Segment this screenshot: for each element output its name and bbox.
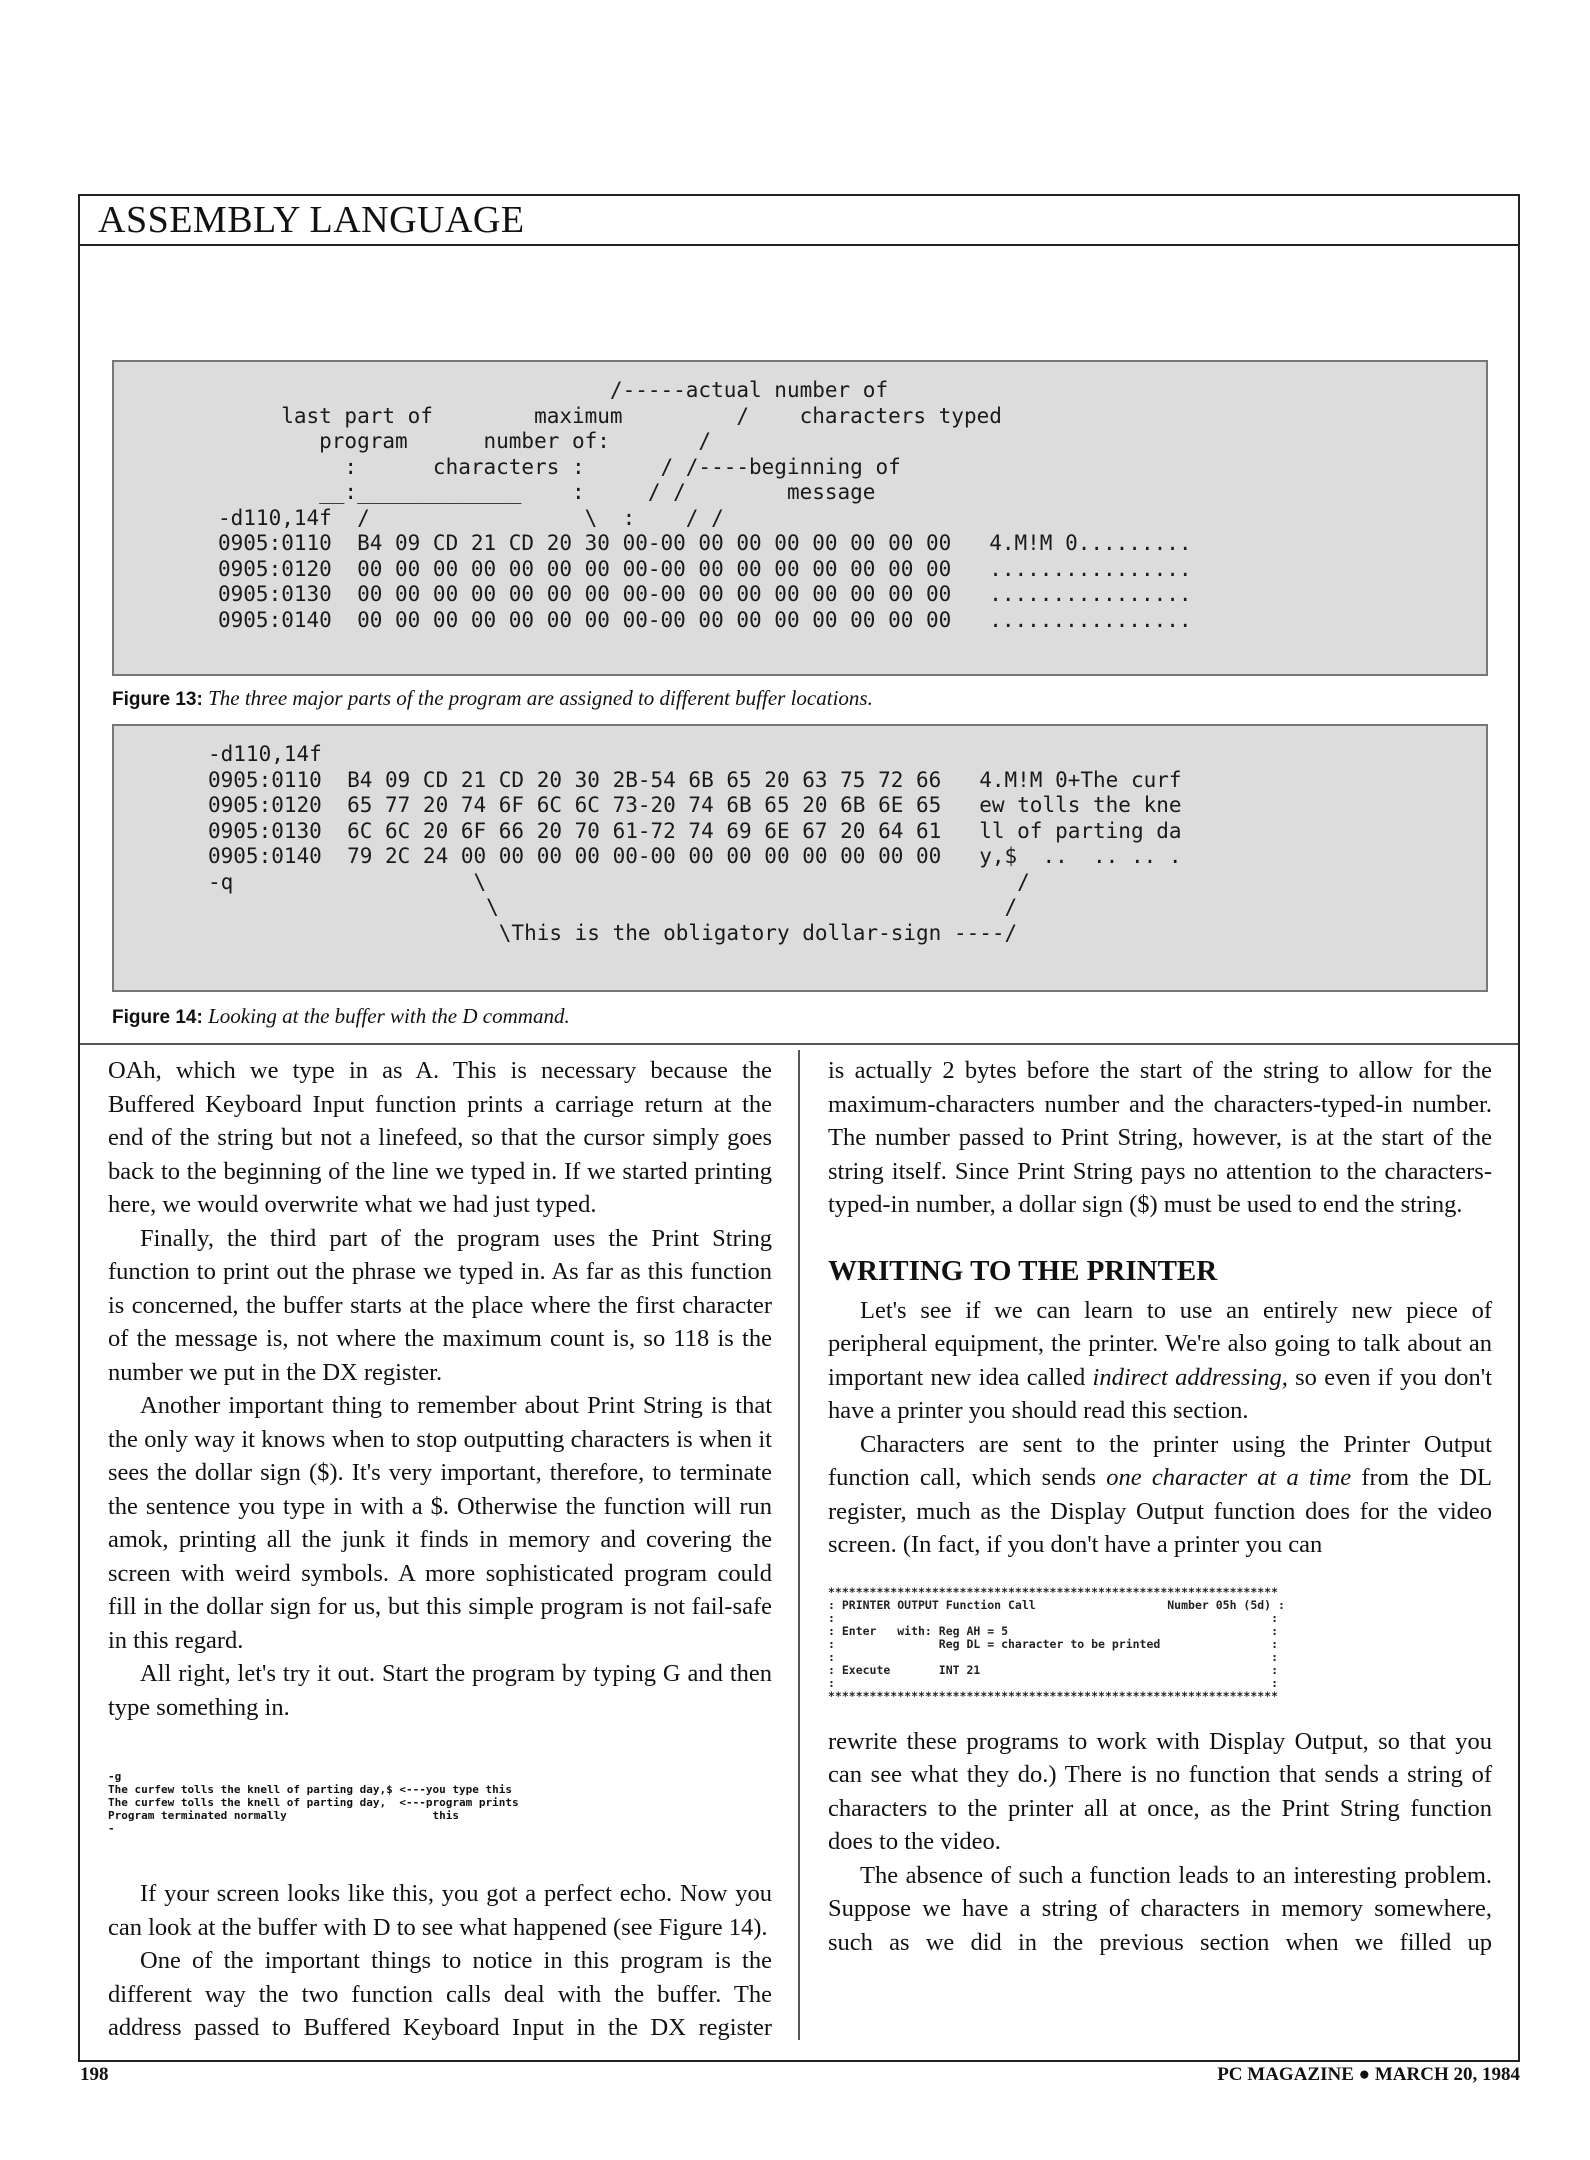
left-paragraph-2: Finally, the third part of the program uses the Print String function to print out the phrase we typed in. As far as this function is concerned, the buffer starts at the place where the first character of the message is, not where the maximum count is, so 118 is the number we put in the DX register. — [108, 1224, 772, 1386]
section-title: ASSEMBLY LANGUAGE — [98, 199, 525, 241]
right-paragraph-4: rewrite these programs to work with Display Output, so that you can see what they do.) There is no function that sends a string of characters to the printer all at once, as the Print String function does to the video. — [828, 1727, 1492, 1855]
right-paragraph-5: The absence of such a function leads to an interesting problem. Suppose we have a string of characters in memory somewhere, such as we did in the previous section when we filled up — [828, 1861, 1492, 1956]
figure-13-label: Figure 13: — [112, 689, 203, 710]
left-paragraph-6: One of the important things to notice in this program is the different way the two function calls deal with the buffer. The address passed to Buffered Keyboard Input in the DX register — [108, 1947, 772, 2041]
right-paragraph-2-text-end: so even if you don't have a printer you should read this section. — [828, 1363, 1493, 1424]
right-paragraph-2-text: Let's see if we can learn to use an entirely new piece of peripheral equipment, the printer. We're also going to talk about an important new idea called — [828, 1296, 1492, 1391]
figure-13-listing — [112, 360, 1488, 676]
screen-output-listing: -g The curfew tolls the knell of parting day,$ <---you type this The curfew tolls the knell of parting day, <---program prints Program terminated normally this - — [108, 1770, 519, 1835]
right-column — [828, 1054, 1492, 1959]
left-paragraph-4: All right, let's try it out. Start the program by typing G and then type something in. — [108, 1660, 772, 1721]
right-paragraph-3-text: Characters are sent to the printer using the Printer Output function call, which sends — [828, 1430, 1492, 1491]
page-number: 198 — [80, 2064, 109, 2085]
one-character-emphasis: one character at a time — [1106, 1464, 1352, 1491]
left-paragraph-1: OAh, which we type in as A. This is necessary because the Buffered Keyboard Input function prints a carriage return at the end of the string but not a linefeed, so that the cursor simply goes back to the beginning of the line we typed in. If we started printing here, we would overwrite what we had just typed. — [108, 1057, 772, 1218]
magazine-footer: PC MAGAZINE ● MARCH 20, 1984 — [1217, 2064, 1520, 2085]
figure-divider — [80, 1043, 1518, 1045]
left-paragraph-3: Another important thing to remember about Print String is that the only way it knows when to stop outputting characters is when it sees the dollar sign ($). It's very important, therefore, to terminate the sentence you type in with a $. Otherwise the function will run amok, printing all the junk it finds in memory and covering the screen with weird symbols. A more sophisticated program could fill in the dollar sign for us, but this simple program is not fail-safe in this regard. — [108, 1392, 772, 1654]
figure-14-caption — [112, 1004, 570, 1029]
printer-output-function-box: ***************************************************************** : PRINTER OUTPUT Function Call Number 05h (5d) : : : : Enter with: Reg AH = 5 : : Reg DL = character to be printed : : : : Execute INT 21 : : : ***************************************************************** — [828, 1584, 1285, 1703]
indirect-addressing-term: indirect addressing, — [1092, 1363, 1288, 1391]
figure-14-code: -d110,14f 0905:0110 B4 09 CD 21 CD 20 30 2B-54 6B 65 20 63 75 72 66 4.M!M 0+The curf 0905:0120 65 77 20 74 6F 6C 6C 73-20 74 6B 65 20 6B 6E 65 ew tolls the kne 0905:0130 6C 6C 20 6F 66 20 70 61-72 74 69 6E 67 20 64 61 ll of parting da 0905:0140 79 2C 24 00 00 00 00 00-00 00 00 00 00 00 00 00 y,$ .. .. .. . -q \ / \ / \This is the obligatory dollar-sign ----/ — [208, 742, 1182, 945]
figure-13-caption — [112, 686, 873, 711]
figure-13-caption-text: The three major parts of the program are assigned to different buffer locations. — [208, 686, 873, 710]
left-column — [108, 1054, 772, 2045]
section-header — [80, 196, 1518, 246]
subhead-writing-to-printer: WRITING TO THE PRINTER — [828, 1254, 1218, 1287]
figure-13-code: /-----actual number of last part of maximum / characters typed program number of: / : characters : / /----beginning of __:_____________ : / / message -d110,14f / \ : / / 0905:0110 B4 09 CD 21 CD 20 30 00-00 00 00 00 00 00 00 00 4.M!M 0......... 0905:0120 00 00 00 00 00 00 00 00-00 00 00 00 00 00 00 00 ................ 0905:0130 00 00 00 00 00 00 00 00-00 00 00 00 00 00 00 00 ................ 0905:0140 00 00 00 00 00 00 00 00-00 00 00 00 00 00 00 00 ................ — [218, 378, 1192, 632]
column-divider — [798, 1050, 800, 2040]
right-paragraph-2 — [828, 1294, 1492, 1428]
right-paragraph-3-text-end: from the DL register, much as the Display Output function does for the video screen. (In fact, if you don't have a printer you can — [828, 1464, 1493, 1558]
figure-14-label: Figure 14: — [112, 1007, 203, 1028]
left-paragraph-5: If your screen looks like this, you got a perfect echo. Now you can look at the buffer with D to see what happened (see Figure 14). — [108, 1880, 772, 1941]
figure-14-listing — [112, 724, 1488, 992]
figure-14-caption-text: Looking at the buffer with the D command. — [208, 1004, 570, 1028]
right-paragraph-1: is actually 2 bytes before the start of the string to allow for the maximum-characters number and the characters-typed-in number. The number passed to Print String, however, is at the start of the string itself. Since Print String pays no attention to the characters-typed-in number, a dollar sign ($) must be used to end the string. — [828, 1057, 1492, 1218]
right-paragraph-3 — [828, 1428, 1492, 1562]
